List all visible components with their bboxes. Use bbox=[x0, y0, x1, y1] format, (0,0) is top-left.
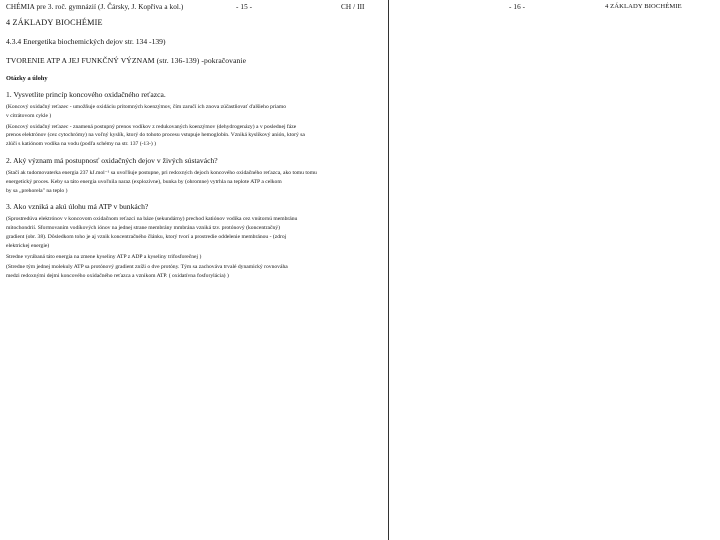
question-text: 1. Vysvetlite princíp koncového oxidačného reťazca. bbox=[6, 90, 166, 99]
question-text: 3. Ako vzniká a akú úlohu má ATP v bunkách? bbox=[6, 202, 149, 212]
answer-line: (Koncový oxidačný reťazec - znamená postupný prenos vodíkov z redukovaných koenzýmov (dehydrogenázy) a v poslednej fáze bbox=[6, 123, 297, 130]
right-page-number: - 16 - bbox=[509, 3, 526, 11]
answer-line: (Stredne tým jednej molekuly ATP sa protónový gradient zníži o dve protóny. Tým sa zachováva trvalé dynamický rovnováha bbox=[6, 264, 288, 271]
right-page bbox=[389, 0, 720, 540]
question-block bbox=[6, 156, 382, 195]
answer-line: Stredne vyrábaná táto energia na zmene kyseliny ATP z ADP a kyseliny trifosforečnej ) bbox=[6, 253, 202, 260]
answer-line: v citrátovom cykle ) bbox=[6, 112, 52, 119]
header-title: CHÉMIA pre 3. roč. gymnázií (J. Čársky, J. Kopřiva a kol.) bbox=[6, 3, 184, 11]
tasks-header: Otázky a úlohy bbox=[6, 75, 48, 82]
answer-paragraph bbox=[6, 123, 382, 149]
right-header-section: 4 ZÁKLADY BIOCHÉMIE bbox=[605, 3, 682, 10]
answer-paragraph bbox=[6, 263, 382, 281]
question-text: 2. Aký význam má postupnosť oxidačných dejov v živých sústavách? bbox=[6, 155, 218, 165]
question-block bbox=[6, 90, 382, 149]
answer-line: (Stačí ak tudomovaterka energia 237 kJ.mol⁻¹ sa uvoľňuje postupne, pri redoxných dejoch koncového oxidačného reťazca, ako tomu tomu bbox=[6, 169, 317, 176]
answer-line: medzi redoxnými dejmi koncového oxidačného reťazca a vznikom ATP. ( oxidatívna fosforylácia) ) bbox=[6, 273, 229, 280]
answer-line: (Koncový oxidačný reťazec - umožňuje oxidáciu prítomných koenzýmov, čím zaručí ich znova zúčastňovať ďalšieho priamo bbox=[6, 104, 287, 110]
answer-paragraph bbox=[6, 215, 382, 250]
page-number: - 15 - bbox=[236, 3, 253, 11]
question-block bbox=[6, 202, 382, 281]
page-content bbox=[6, 18, 382, 288]
answer-line: (Sprostredúva elektrónov v koncovom oxidačnom reťazci na báze (sekundárny) prechod katiónov vodíka cez vnútornú membránu bbox=[6, 216, 298, 223]
answer-line: gradient (obr. 38). Dôsledkom toho je aj vznik koncentračného článku, ktorý tvorí a prostredie oddelenie membránou - (zdroj bbox=[6, 233, 287, 240]
answer-line: mitochondrií. Sformovaním vodíkových iónov na jednej strane membrány mmbrána vzniká tzv. protónový (koncentračný) bbox=[6, 225, 280, 232]
answer-paragraph bbox=[6, 253, 382, 262]
answer-paragraph bbox=[6, 103, 382, 121]
header-code: CH / III bbox=[341, 3, 365, 11]
answer-line: prenos elektrónov (cez cytochrómy) na voľný kyslík, ktorý do tohoto procesu vstupuje hemoglobín. Vzniká kyslíkový anión, ktorý sa bbox=[6, 132, 305, 139]
questions-list bbox=[6, 90, 382, 281]
topic-title: TVORENIE ATP A JEJ FUNKČNÝ VÝZNAM (str. 136-139) -pokračovanie bbox=[6, 56, 247, 65]
subsection-title: 4.3.4 Energetika biochemických dejov str. 134 -139) bbox=[6, 37, 166, 46]
answer-line: by sa „prehorela" na teplo ) bbox=[6, 187, 68, 194]
answer-line: energetický proces. Keby sa táto energia uvoľnila naraz (explozívne), bunka by (ohromne) vytrhla na teplote ATP a celkom bbox=[6, 178, 282, 185]
answer-line: elektrickej energie) bbox=[6, 242, 50, 249]
answer-paragraph bbox=[6, 169, 382, 195]
answer-line: zlúči s katiónom vodíka na vodu (podľa schémy na str. 137 (-13-) ) bbox=[6, 141, 157, 148]
chapter-title: 4 ZÁKLADY BIOCHÉMIE bbox=[6, 18, 103, 27]
